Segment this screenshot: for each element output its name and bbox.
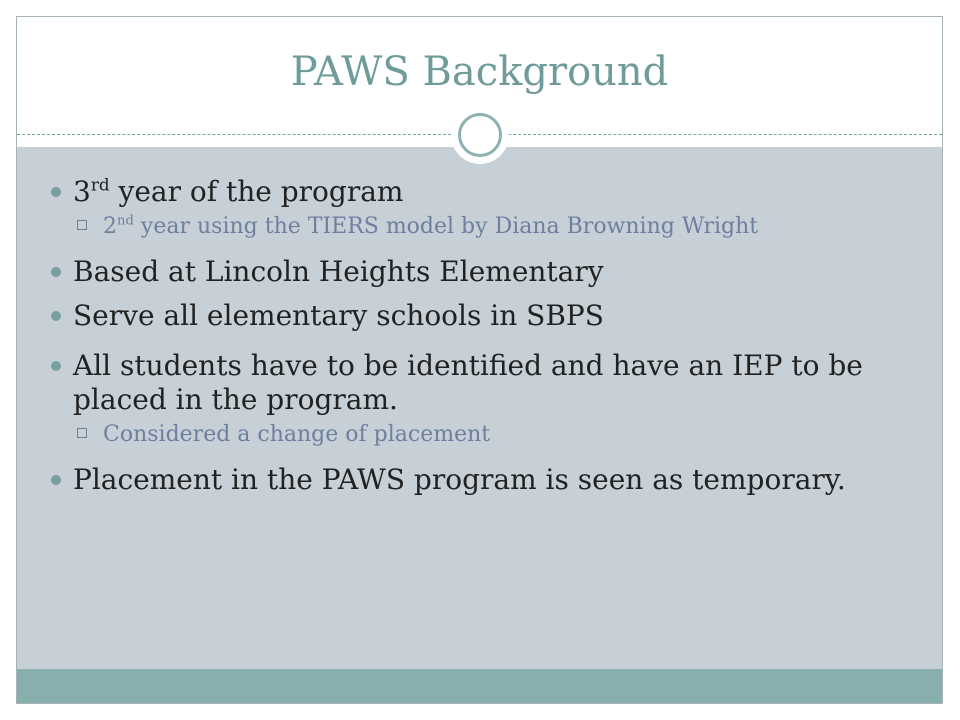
- round-bullet-icon: [51, 267, 61, 277]
- bullet-text: Serve all elementary schools in SBPS: [73, 299, 604, 332]
- slide: [16, 16, 943, 704]
- bullet-text-suffix: rd: [90, 174, 110, 195]
- slide-title: PAWS Background: [290, 49, 669, 95]
- sub-bullet-item: [73, 213, 911, 241]
- round-bullet-icon: [51, 361, 61, 371]
- bullet-text: All students have to be identified and have an IEP to be placed in the program.: [73, 349, 863, 416]
- footer-bar: [17, 669, 942, 703]
- bullet-list: [51, 175, 911, 507]
- bullet-item: [51, 299, 911, 333]
- sub-bullet-text: year using the TIERS model by Diana Browning Wright: [133, 214, 759, 239]
- sub-bullet-text: Considered a change of placement: [103, 422, 491, 447]
- round-bullet-icon: [51, 187, 61, 197]
- round-bullet-icon: [51, 311, 61, 321]
- bullet-text: year of the program: [109, 175, 404, 208]
- bullet-item: [51, 349, 911, 449]
- square-outline-bullet-icon: [77, 428, 87, 438]
- bullet-item: [51, 175, 911, 241]
- bullet-item: [51, 255, 911, 289]
- sub-bullet-item: [73, 421, 911, 449]
- round-bullet-icon: [51, 475, 61, 485]
- sub-bullet-text-number: 2: [103, 214, 117, 239]
- sub-bullet-text-suffix: nd: [117, 213, 134, 229]
- bullet-text-number: 3: [73, 175, 91, 208]
- circle-ring-icon: [458, 113, 502, 157]
- bullet-text: Placement in the PAWS program is seen as temporary.: [73, 463, 846, 496]
- bullet-text: Based at Lincoln Heights Elementary: [73, 255, 604, 288]
- content-area: [17, 147, 942, 671]
- bullet-item: [51, 463, 911, 497]
- square-outline-bullet-icon: [77, 220, 87, 230]
